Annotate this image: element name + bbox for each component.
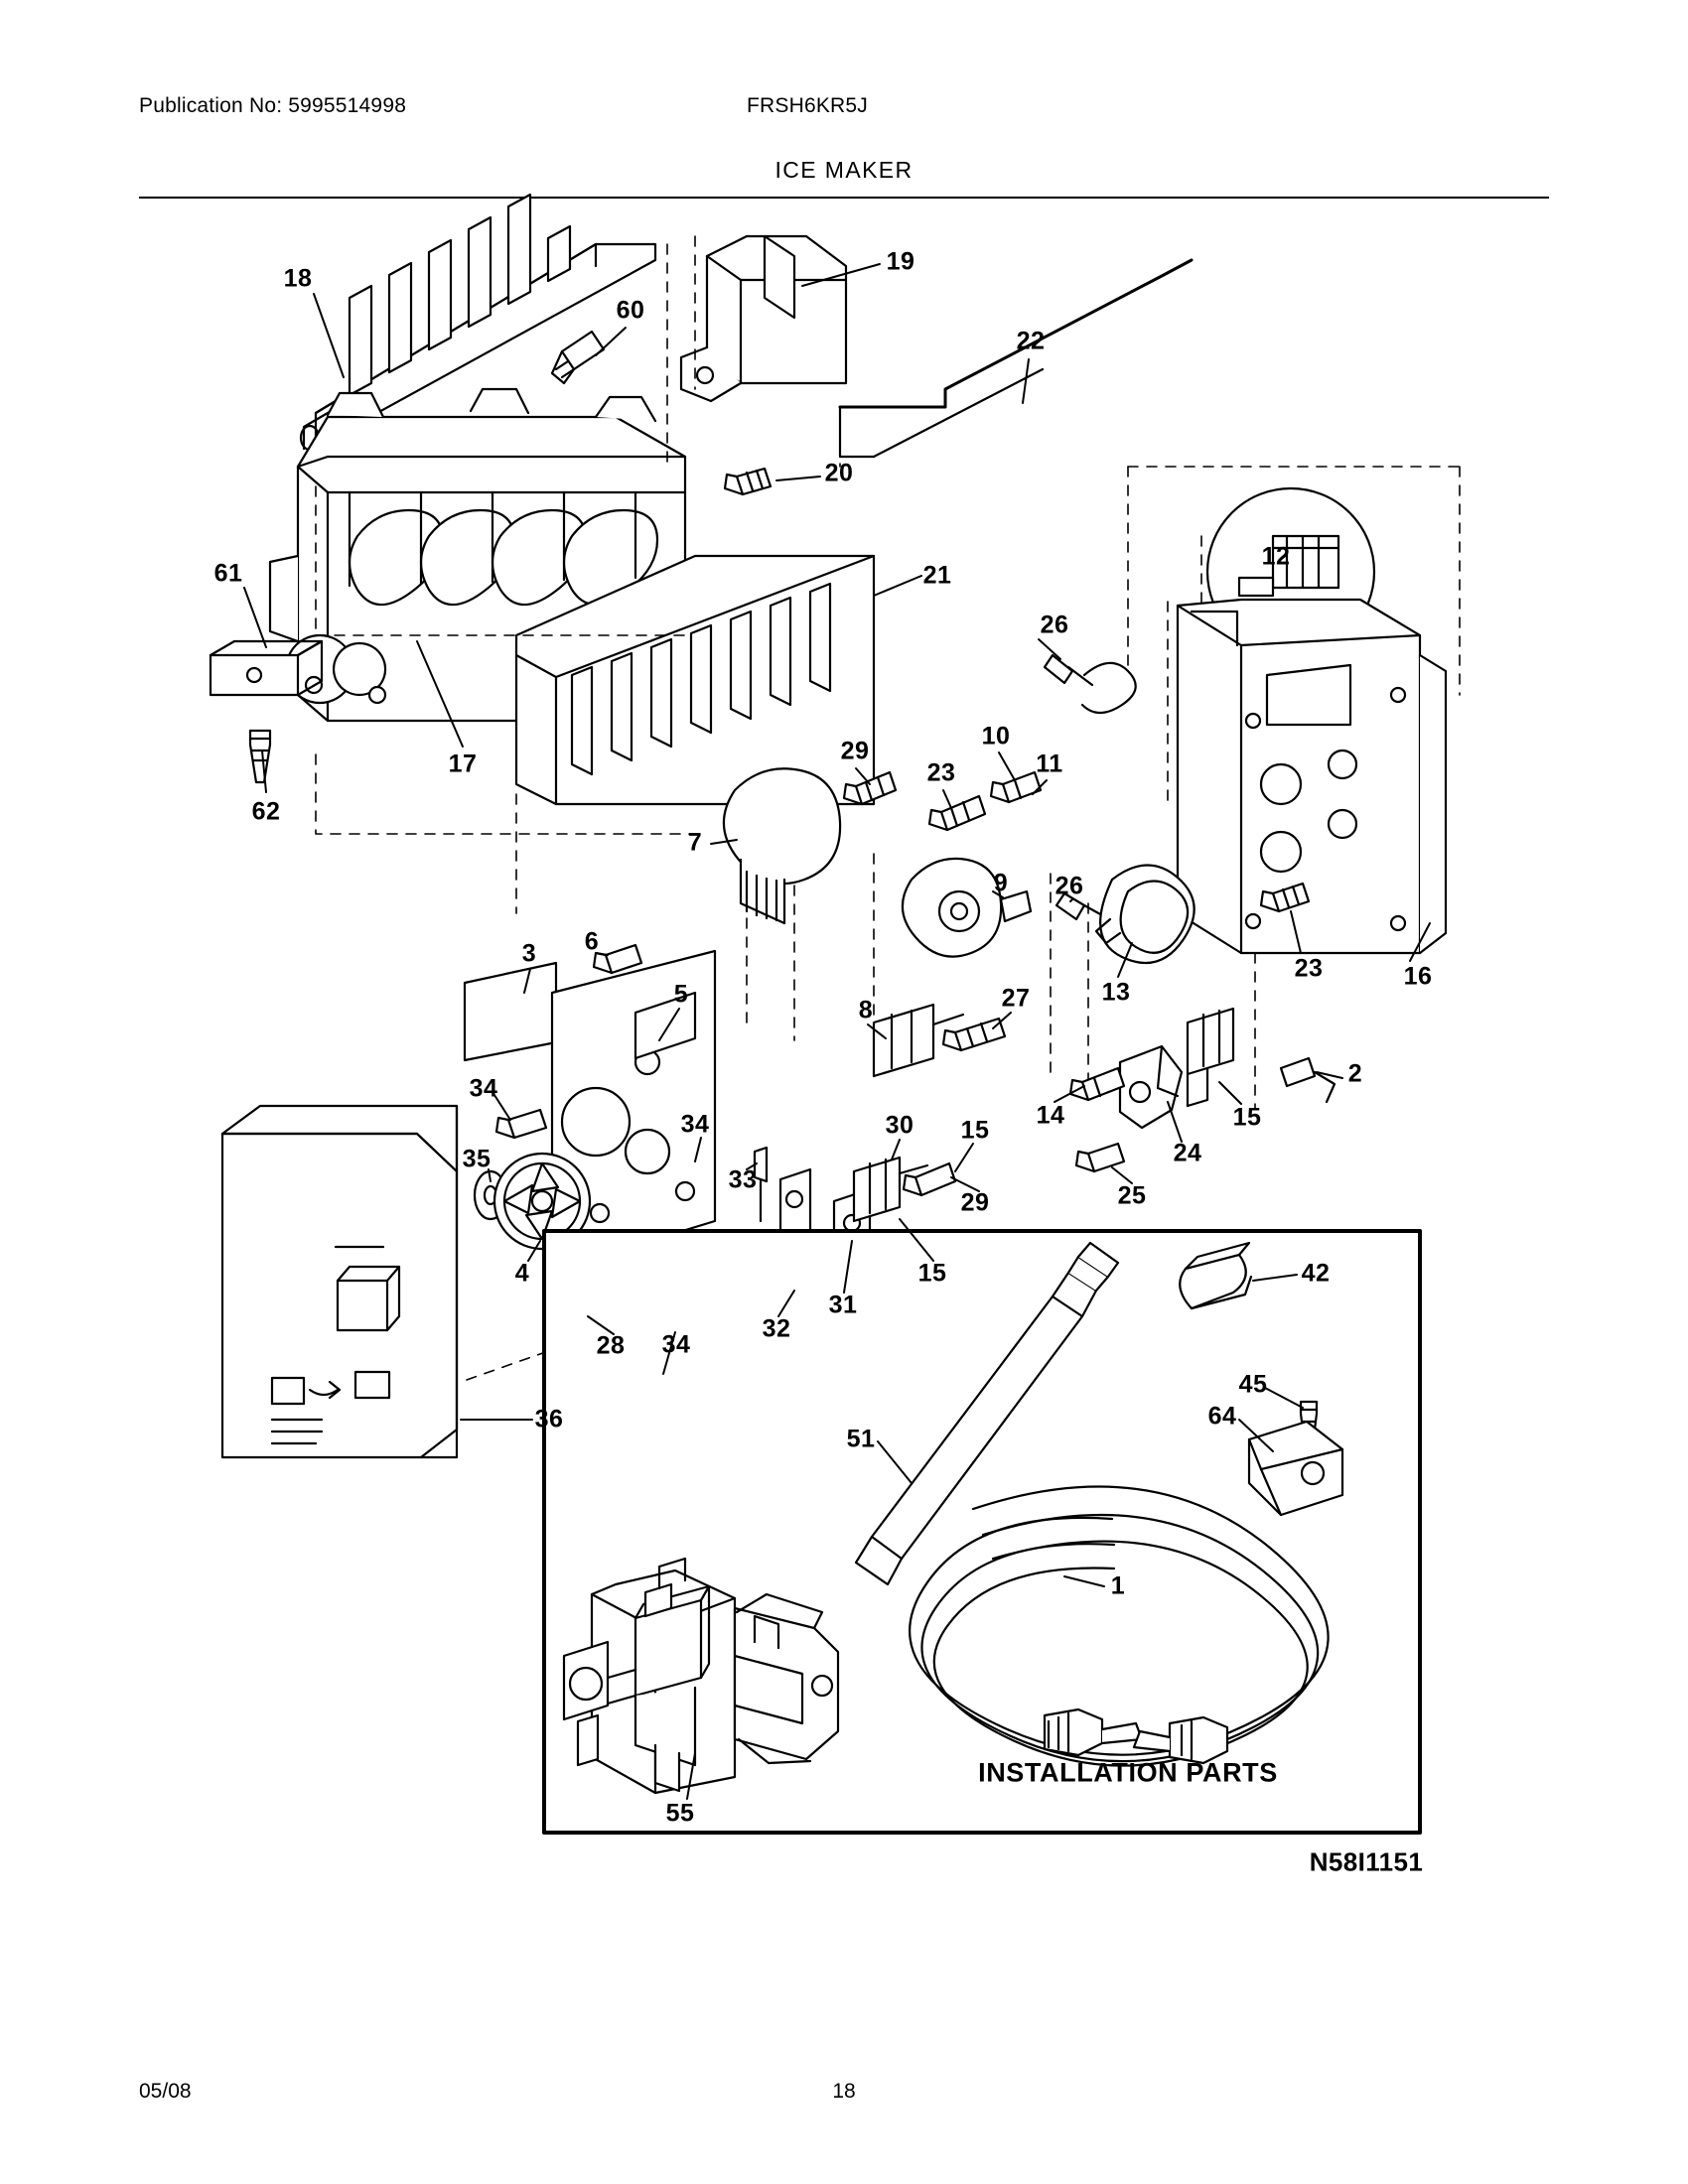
part-callout-23: 23 — [926, 758, 956, 787]
installation-parts-label: INSTALLATION PARTS — [978, 1757, 1278, 1788]
part-callout-25: 25 — [1117, 1181, 1147, 1210]
model-number: FRSH6KR5J — [747, 94, 868, 117]
part-callout-23: 23 — [1294, 954, 1324, 983]
part-callout-34: 34 — [469, 1074, 498, 1103]
footer-page-number: 18 — [832, 2080, 856, 2103]
part-callout-32: 32 — [762, 1314, 791, 1343]
part-callout-42: 42 — [1301, 1259, 1331, 1288]
part-callout-14: 14 — [1036, 1101, 1065, 1130]
part-callout-29: 29 — [960, 1188, 990, 1217]
part-callout-26: 26 — [1040, 611, 1069, 639]
part-callout-55: 55 — [665, 1799, 695, 1828]
part-callout-60: 60 — [616, 296, 645, 325]
part-callout-19: 19 — [886, 247, 915, 276]
part-callout-62: 62 — [251, 797, 281, 826]
part-callout-18: 18 — [283, 264, 313, 293]
part-callout-15: 15 — [917, 1259, 947, 1288]
footer-date: 05/08 — [139, 2080, 192, 2103]
part-callout-24: 24 — [1173, 1139, 1202, 1167]
part-callout-61: 61 — [213, 559, 243, 588]
part-callout-7: 7 — [687, 828, 703, 857]
part-callout-5: 5 — [673, 980, 689, 1009]
part-callout-35: 35 — [462, 1145, 492, 1173]
page-title: ICE MAKER — [774, 157, 914, 183]
part-callout-30: 30 — [885, 1111, 914, 1140]
part-callout-16: 16 — [1403, 962, 1433, 991]
part-callout-29: 29 — [840, 737, 870, 765]
part-callout-2: 2 — [1347, 1059, 1363, 1088]
part-callout-17: 17 — [448, 750, 478, 778]
part-callout-13: 13 — [1101, 978, 1131, 1007]
part-callout-12: 12 — [1261, 542, 1291, 571]
part-callout-34: 34 — [680, 1110, 710, 1139]
publication-number: Publication No: 5995514998 — [139, 94, 407, 117]
part-callout-3: 3 — [521, 939, 537, 968]
part-callout-27: 27 — [1001, 984, 1031, 1013]
part-callout-9: 9 — [993, 869, 1009, 897]
part-callout-4: 4 — [514, 1259, 530, 1288]
part-callout-1: 1 — [1110, 1571, 1126, 1600]
part-callout-10: 10 — [981, 722, 1011, 751]
part-callout-28: 28 — [596, 1331, 626, 1360]
part-callout-15: 15 — [960, 1116, 990, 1145]
part-callout-64: 64 — [1207, 1402, 1237, 1431]
part-callout-31: 31 — [828, 1291, 858, 1319]
part-callout-20: 20 — [824, 459, 854, 487]
part-callout-6: 6 — [584, 927, 600, 956]
part-callout-51: 51 — [846, 1425, 876, 1453]
part-callout-11: 11 — [1036, 750, 1063, 778]
part-callout-8: 8 — [858, 996, 874, 1024]
part-callout-15: 15 — [1232, 1103, 1262, 1132]
part-callout-34: 34 — [661, 1330, 691, 1359]
part-callout-45: 45 — [1238, 1370, 1268, 1399]
part-callout-33: 33 — [728, 1165, 758, 1194]
part-callout-36: 36 — [534, 1405, 564, 1433]
part-callout-21: 21 — [922, 561, 952, 590]
diagram-code: N58I1151 — [1309, 1846, 1424, 1877]
part-callout-26: 26 — [1055, 872, 1084, 900]
part-callout-22: 22 — [1016, 327, 1046, 355]
